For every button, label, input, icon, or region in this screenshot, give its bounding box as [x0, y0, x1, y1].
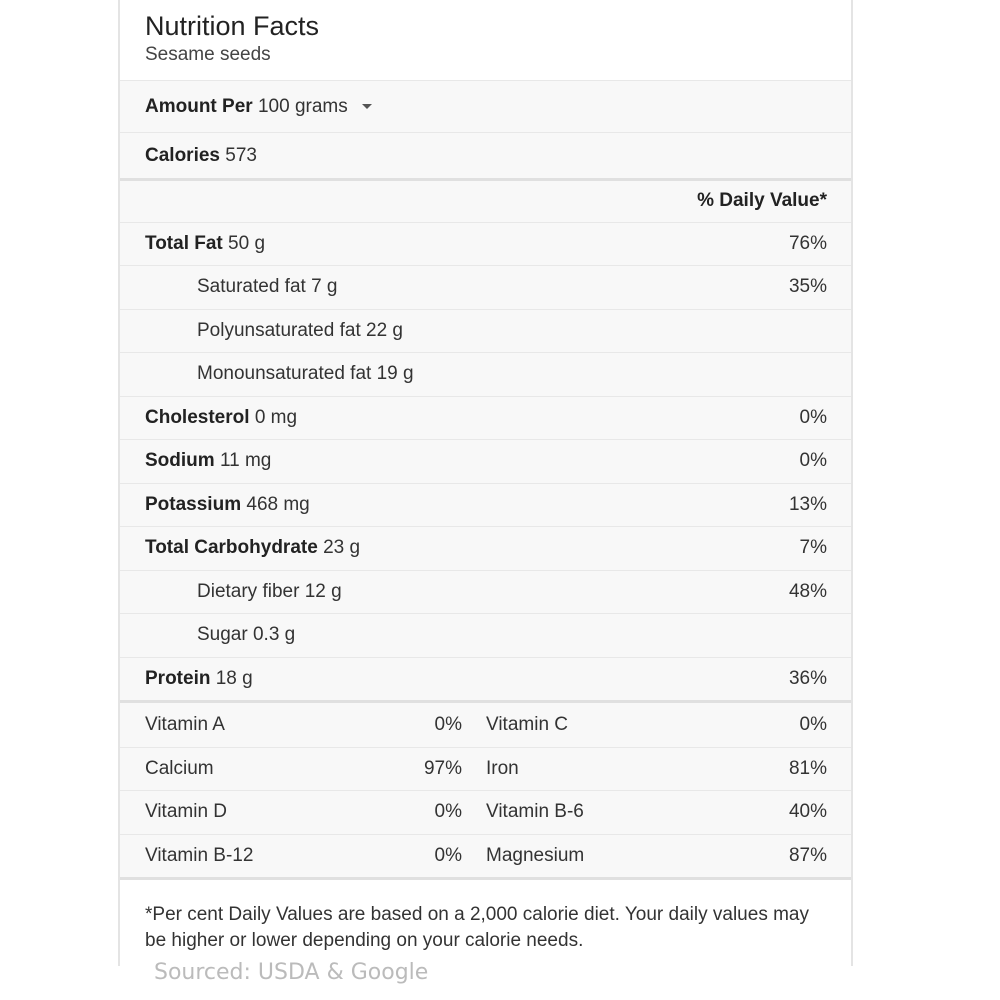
serving-size-selector[interactable] [120, 80, 851, 132]
vitamin-cell [145, 758, 486, 780]
nutrient-amount: 19 g [376, 363, 414, 385]
vitamin-label: Vitamin C [486, 713, 569, 735]
vitamin-dv: 0% [434, 844, 462, 866]
calories-value: 573 [225, 144, 257, 166]
nutrient-amount: 11 mg [219, 450, 272, 472]
amount-value: 100 grams [257, 95, 348, 117]
nutrient-amount: 22 g [366, 319, 403, 341]
title: Nutrition Facts [145, 11, 320, 41]
vitamin-cell [486, 714, 827, 736]
nutrient-label: Total Fat [145, 232, 223, 254]
footnote: *Per cent Daily Values are based on a 2,000 calorie diet. Your daily values may be higher or lower depending on your calorie needs. [120, 877, 851, 976]
calories-row [120, 132, 851, 178]
vitamin-dv: 0% [799, 713, 827, 735]
nutrient-row [120, 396, 851, 440]
vitamin-label: Vitamin B-6 [486, 801, 584, 823]
nutrient-dv: 0% [799, 406, 827, 428]
nutrient-amount: 12 g [304, 580, 342, 602]
nutrient-row [120, 439, 851, 483]
nutrient-label: Total Carbohydrate [145, 537, 318, 559]
nutrient-dv: 0% [799, 450, 827, 472]
nutrient-dv: 13% [788, 493, 827, 515]
nutrient-row [120, 483, 851, 527]
nutrient-amount: 7 g [311, 276, 338, 298]
vitamin-label: Vitamin A [145, 713, 225, 735]
nutrient-amount: 50 g [228, 232, 266, 254]
daily-value-header [120, 178, 851, 222]
nutrient-label: Dietary fiber [197, 580, 300, 602]
vitamin-label: Vitamin B-12 [145, 844, 254, 866]
vitamin-row [120, 747, 851, 791]
vitamin-cell [145, 845, 486, 867]
nutrient-amount: 468 mg [246, 493, 310, 515]
amount-label: Amount Per [145, 95, 253, 117]
vitamin-row [120, 834, 851, 878]
vitamin-dv: 0% [434, 713, 462, 735]
nutrition-facts-card [118, 0, 853, 966]
nutrient-label: Sodium [145, 450, 215, 472]
vitamin-dv: 40% [788, 801, 827, 823]
nutrient-label: Protein [145, 667, 211, 689]
vitamin-label: Iron [486, 757, 519, 779]
vitamin-cell [486, 845, 827, 867]
header [120, 0, 851, 80]
nutrient-amount: 0.3 g [252, 624, 296, 646]
vitamin-row [120, 790, 851, 834]
nutrient-row [120, 657, 851, 701]
vitamin-label: Magnesium [486, 844, 585, 866]
food-name: Sesame seeds [145, 44, 271, 65]
vitamin-dv: 81% [788, 757, 827, 779]
nutrient-label: Monounsaturated fat [197, 363, 372, 385]
nutrient-label: Potassium [145, 493, 242, 515]
nutrient-label: Cholesterol [145, 406, 250, 428]
nutrient-row [120, 352, 851, 396]
nutrient-label: Sugar [197, 624, 248, 646]
nutrient-label: Saturated fat [197, 276, 306, 298]
vitamin-dv: 0% [434, 801, 462, 823]
dv-header: % Daily Value* [697, 190, 827, 212]
nutrient-amount: 18 g [215, 667, 253, 689]
nutrient-row [120, 309, 851, 353]
calories-label: Calories [145, 144, 220, 166]
nutrient-dv: 35% [788, 276, 827, 298]
vitamin-cell [486, 801, 827, 823]
vitamin-cell [486, 758, 827, 780]
vitamin-cell [145, 714, 486, 736]
nutrient-dv: 7% [799, 537, 827, 559]
nutrient-row [120, 265, 851, 309]
source-credit: Sourced: USDA & Google [154, 960, 429, 985]
vitamin-dv: 87% [788, 844, 827, 866]
vitamin-label: Vitamin D [145, 801, 228, 823]
nutrient-dv: 36% [788, 667, 827, 689]
nutrient-label: Polyunsaturated fat [197, 319, 361, 341]
nutrient-row [120, 613, 851, 657]
vitamin-label: Calcium [145, 757, 214, 779]
nutrient-row [120, 526, 851, 570]
nutrient-amount: 23 g [323, 537, 361, 559]
nutrient-dv: 76% [788, 232, 827, 254]
nutrient-row [120, 222, 851, 266]
nutrient-dv: 48% [788, 580, 827, 602]
vitamin-row [120, 703, 851, 747]
vitamin-dv: 97% [423, 757, 462, 779]
dropdown-caret-icon[interactable] [362, 104, 372, 109]
nutrient-amount: 0 mg [254, 406, 298, 428]
vitamin-cell [145, 801, 486, 823]
nutrient-row [120, 570, 851, 614]
